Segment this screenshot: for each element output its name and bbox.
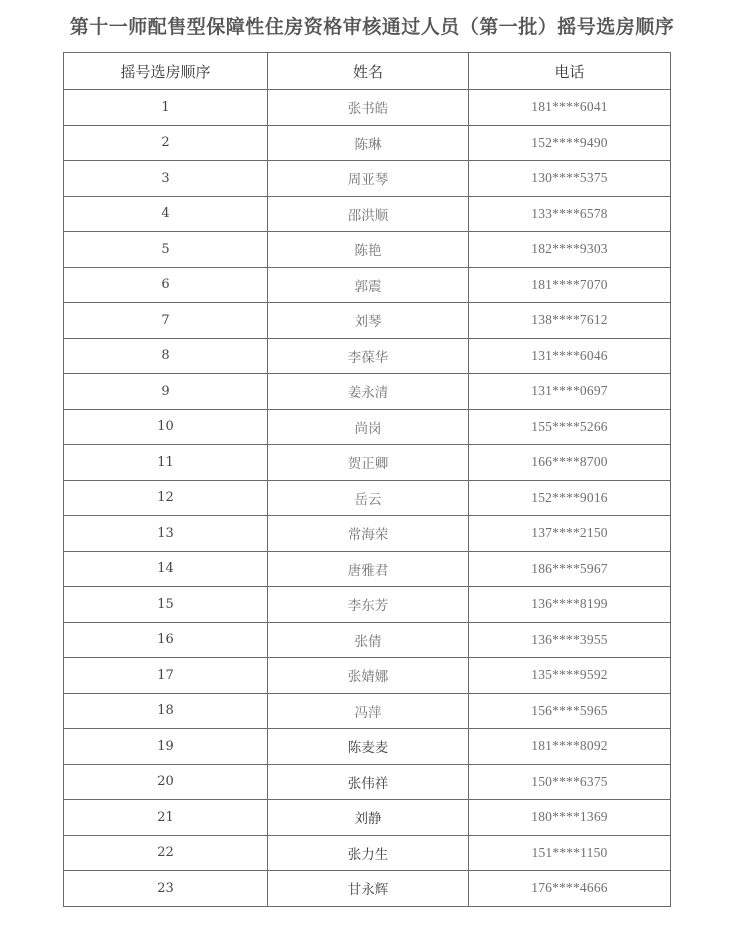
table-row <box>64 516 671 552</box>
order-cell: 13 <box>64 516 268 552</box>
order-cell: 3 <box>64 161 268 197</box>
phone-cell: 136****8199 <box>469 587 671 623</box>
table-row <box>64 587 671 623</box>
order-cell: 16 <box>64 622 268 658</box>
table-row <box>64 800 671 836</box>
order-cell: 12 <box>64 480 268 516</box>
table-row <box>64 409 671 445</box>
phone-cell: 137****2150 <box>469 516 671 552</box>
name-cell: 常海荣 <box>268 516 469 552</box>
table-row <box>64 267 671 303</box>
order-cell: 21 <box>64 800 268 836</box>
phone-cell: 180****1369 <box>469 800 671 836</box>
phone-cell: 181****6041 <box>469 90 671 126</box>
phone-cell: 155****5266 <box>469 409 671 445</box>
order-cell: 11 <box>64 445 268 481</box>
name-cell: 张伟祥 <box>268 764 469 800</box>
name-cell: 张力生 <box>268 835 469 871</box>
phone-cell: 182****9303 <box>469 232 671 268</box>
table-row <box>64 622 671 658</box>
phone-cell: 135****9592 <box>469 658 671 694</box>
column-header-phone: 电话 <box>469 53 671 90</box>
order-cell: 5 <box>64 232 268 268</box>
order-cell: 19 <box>64 729 268 765</box>
order-cell: 14 <box>64 551 268 587</box>
table-row <box>64 693 671 729</box>
table-row <box>64 303 671 339</box>
order-cell: 20 <box>64 764 268 800</box>
document-title: 第十一师配售型保障性住房资格审核通过人员（第一批）摇号选房顺序 <box>69 16 675 38</box>
order-cell: 10 <box>64 409 268 445</box>
phone-cell: 152****9490 <box>469 125 671 161</box>
order-cell: 7 <box>64 303 268 339</box>
phone-cell: 186****5967 <box>469 551 671 587</box>
phone-cell: 151****1150 <box>469 835 671 871</box>
name-cell: 尚岗 <box>268 409 469 445</box>
name-cell: 李葆华 <box>268 338 469 374</box>
name-cell: 陈琳 <box>268 125 469 161</box>
name-cell: 岳云 <box>268 480 469 516</box>
order-cell: 9 <box>64 374 268 410</box>
order-cell: 4 <box>64 196 268 232</box>
table-row <box>64 374 671 410</box>
table-row <box>64 658 671 694</box>
table-row <box>64 338 671 374</box>
name-cell: 刘琴 <box>268 303 469 339</box>
phone-cell: 138****7612 <box>469 303 671 339</box>
name-cell: 陈艳 <box>268 232 469 268</box>
phone-cell: 131****6046 <box>469 338 671 374</box>
name-cell: 冯萍 <box>268 693 469 729</box>
table-row <box>64 232 671 268</box>
order-cell: 1 <box>64 90 268 126</box>
name-cell: 甘永辉 <box>268 871 469 907</box>
table-row <box>64 835 671 871</box>
phone-cell: 181****7070 <box>469 267 671 303</box>
column-header-name: 姓名 <box>268 53 469 90</box>
table-row <box>64 764 671 800</box>
lottery-order-table <box>63 52 671 907</box>
phone-cell: 181****8092 <box>469 729 671 765</box>
name-cell: 张书皓 <box>268 90 469 126</box>
order-cell: 17 <box>64 658 268 694</box>
table-row <box>64 480 671 516</box>
name-cell: 姜永清 <box>268 374 469 410</box>
name-cell: 张倩 <box>268 622 469 658</box>
table-header-row <box>64 53 671 90</box>
phone-cell: 176****4666 <box>469 871 671 907</box>
name-cell: 郭震 <box>268 267 469 303</box>
table-row <box>64 161 671 197</box>
phone-cell: 131****0697 <box>469 374 671 410</box>
column-header-order: 摇号选房顺序 <box>64 53 268 90</box>
order-cell: 15 <box>64 587 268 623</box>
table-row <box>64 551 671 587</box>
name-cell: 陈麦麦 <box>268 729 469 765</box>
order-cell: 6 <box>64 267 268 303</box>
name-cell: 贺正卿 <box>268 445 469 481</box>
phone-cell: 133****6578 <box>469 196 671 232</box>
phone-cell: 156****5965 <box>469 693 671 729</box>
table-row <box>64 871 671 907</box>
phone-cell: 150****6375 <box>469 764 671 800</box>
order-cell: 2 <box>64 125 268 161</box>
table-body <box>64 90 671 907</box>
name-cell: 周亚琴 <box>268 161 469 197</box>
phone-cell: 152****9016 <box>469 480 671 516</box>
table-row <box>64 90 671 126</box>
order-cell: 22 <box>64 835 268 871</box>
order-cell: 18 <box>64 693 268 729</box>
order-cell: 23 <box>64 871 268 907</box>
table-row <box>64 445 671 481</box>
name-cell: 刘静 <box>268 800 469 836</box>
name-cell: 李东芳 <box>268 587 469 623</box>
table-row <box>64 196 671 232</box>
phone-cell: 166****8700 <box>469 445 671 481</box>
name-cell: 唐雅君 <box>268 551 469 587</box>
table-row <box>64 729 671 765</box>
order-cell: 8 <box>64 338 268 374</box>
name-cell: 邵洪顺 <box>268 196 469 232</box>
name-cell: 张婧娜 <box>268 658 469 694</box>
phone-cell: 136****3955 <box>469 622 671 658</box>
phone-cell: 130****5375 <box>469 161 671 197</box>
table-row <box>64 125 671 161</box>
